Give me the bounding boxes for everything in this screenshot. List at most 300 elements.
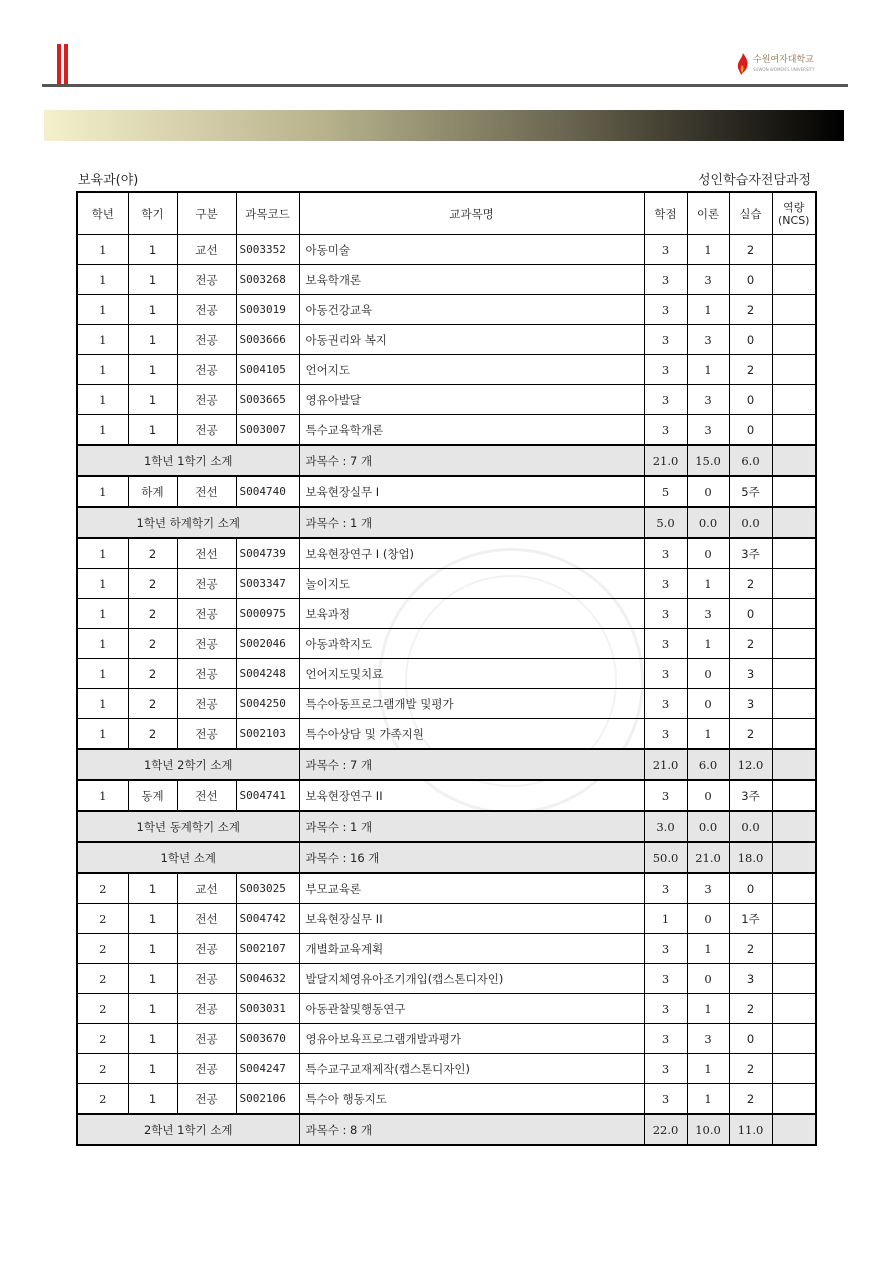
cell-year: 1 bbox=[77, 780, 128, 811]
subtotal-ncs bbox=[772, 507, 816, 538]
cell-theory: 0 bbox=[687, 780, 729, 811]
cell-code: S003670 bbox=[236, 1024, 299, 1054]
subtotal-practice: 0.0 bbox=[729, 811, 772, 842]
cell-name: 아동건강교육 bbox=[299, 295, 644, 325]
cell-year: 1 bbox=[77, 659, 128, 689]
cell-code: S003347 bbox=[236, 569, 299, 599]
department-title: 보육과(야) bbox=[78, 173, 139, 188]
cell-category: 전선 bbox=[177, 904, 236, 934]
cell-code: S003268 bbox=[236, 265, 299, 295]
cell-theory: 0 bbox=[687, 659, 729, 689]
cell-practice: 3 bbox=[729, 689, 772, 719]
cell-code: S004740 bbox=[236, 476, 299, 507]
cell-theory: 1 bbox=[687, 1084, 729, 1115]
cell-credits: 3 bbox=[644, 385, 687, 415]
cell-category: 전공 bbox=[177, 719, 236, 750]
subtotal-credits: 3.0 bbox=[644, 811, 687, 842]
col-header-code: 과목코드 bbox=[236, 192, 299, 235]
cell-practice: 2 bbox=[729, 295, 772, 325]
cell-category: 전공 bbox=[177, 569, 236, 599]
cell-name: 특수교육학개론 bbox=[299, 415, 644, 446]
cell-practice: 3주 bbox=[729, 538, 772, 569]
table-header-row bbox=[77, 192, 816, 235]
cell-ncs bbox=[772, 1024, 816, 1054]
cell-semester: 2 bbox=[128, 629, 177, 659]
cell-category: 전공 bbox=[177, 385, 236, 415]
cell-year: 1 bbox=[77, 689, 128, 719]
cell-category: 전공 bbox=[177, 659, 236, 689]
cell-name: 아동권리와 복지 bbox=[299, 325, 644, 355]
cell-ncs bbox=[772, 994, 816, 1024]
flame-icon bbox=[736, 52, 750, 76]
subtotal-label: 1학년 소계 bbox=[77, 842, 299, 873]
curriculum-table bbox=[76, 191, 817, 1146]
cell-semester: 2 bbox=[128, 599, 177, 629]
cell-code: S003007 bbox=[236, 415, 299, 446]
cell-semester: 2 bbox=[128, 689, 177, 719]
table-row bbox=[77, 904, 816, 934]
cell-name: 보육현장실무 II bbox=[299, 904, 644, 934]
cell-year: 1 bbox=[77, 325, 128, 355]
table-body bbox=[77, 235, 816, 1146]
cell-year: 1 bbox=[77, 235, 128, 265]
cell-ncs bbox=[772, 476, 816, 507]
program-title: 성인학습자전담과정 bbox=[697, 173, 811, 188]
cell-category: 전공 bbox=[177, 415, 236, 446]
cell-semester: 1 bbox=[128, 385, 177, 415]
subtotal-label: 1학년 2학기 소계 bbox=[77, 749, 299, 780]
subtotal-credits: 22.0 bbox=[644, 1114, 687, 1145]
cell-credits: 3 bbox=[644, 689, 687, 719]
cell-practice: 1주 bbox=[729, 904, 772, 934]
subtotal-practice: 6.0 bbox=[729, 445, 772, 476]
subtotal-count: 과목수 : 1 개 bbox=[299, 507, 644, 538]
cell-semester: 1 bbox=[128, 1024, 177, 1054]
col-header-semester: 학기 bbox=[128, 192, 177, 235]
gradient-banner bbox=[44, 110, 844, 141]
cell-credits: 3 bbox=[644, 569, 687, 599]
cell-category: 전선 bbox=[177, 476, 236, 507]
cell-name: 언어지도및치료 bbox=[299, 659, 644, 689]
cell-theory: 3 bbox=[687, 599, 729, 629]
cell-name: 보육현장연구 II bbox=[299, 780, 644, 811]
cell-code: S002106 bbox=[236, 1084, 299, 1115]
subtotal-label: 2학년 1학기 소계 bbox=[77, 1114, 299, 1145]
cell-name: 발달지체영유아조기개입(캡스톤디자인) bbox=[299, 964, 644, 994]
table-row bbox=[77, 719, 816, 750]
cell-year: 2 bbox=[77, 873, 128, 904]
cell-practice: 2 bbox=[729, 719, 772, 750]
subtotal-credits: 21.0 bbox=[644, 749, 687, 780]
cell-ncs bbox=[772, 355, 816, 385]
table-row bbox=[77, 689, 816, 719]
cell-semester: 1 bbox=[128, 235, 177, 265]
table-row bbox=[77, 934, 816, 964]
cell-credits: 3 bbox=[644, 538, 687, 569]
cell-year: 2 bbox=[77, 964, 128, 994]
cell-code: S003666 bbox=[236, 325, 299, 355]
cell-name: 언어지도 bbox=[299, 355, 644, 385]
cell-practice: 0 bbox=[729, 265, 772, 295]
cell-year: 1 bbox=[77, 415, 128, 446]
cell-theory: 1 bbox=[687, 629, 729, 659]
cell-credits: 3 bbox=[644, 325, 687, 355]
table-row bbox=[77, 1024, 816, 1054]
cell-code: S004248 bbox=[236, 659, 299, 689]
cell-name: 보육현장실무 I bbox=[299, 476, 644, 507]
col-header-theory: 이론 bbox=[687, 192, 729, 235]
subtotal-practice: 12.0 bbox=[729, 749, 772, 780]
cell-credits: 5 bbox=[644, 476, 687, 507]
cell-ncs bbox=[772, 385, 816, 415]
red-accent-bar bbox=[64, 44, 68, 84]
cell-theory: 1 bbox=[687, 355, 729, 385]
col-header-practice: 실습 bbox=[729, 192, 772, 235]
cell-ncs bbox=[772, 538, 816, 569]
table-row bbox=[77, 415, 816, 446]
cell-semester: 1 bbox=[128, 1084, 177, 1115]
cell-credits: 3 bbox=[644, 1054, 687, 1084]
cell-credits: 1 bbox=[644, 904, 687, 934]
cell-ncs bbox=[772, 659, 816, 689]
cell-code: S003031 bbox=[236, 994, 299, 1024]
col-header-ncs: 역량 (NCS) bbox=[772, 192, 816, 235]
cell-practice: 2 bbox=[729, 1054, 772, 1084]
table-row bbox=[77, 994, 816, 1024]
cell-credits: 3 bbox=[644, 415, 687, 446]
cell-credits: 3 bbox=[644, 659, 687, 689]
cell-year: 1 bbox=[77, 538, 128, 569]
cell-theory: 0 bbox=[687, 538, 729, 569]
cell-category: 전공 bbox=[177, 295, 236, 325]
cell-credits: 3 bbox=[644, 235, 687, 265]
cell-code: S000975 bbox=[236, 599, 299, 629]
table-row bbox=[77, 295, 816, 325]
subtotal-credits: 21.0 bbox=[644, 445, 687, 476]
cell-theory: 1 bbox=[687, 1054, 729, 1084]
cell-ncs bbox=[772, 904, 816, 934]
cell-credits: 3 bbox=[644, 1024, 687, 1054]
cell-theory: 1 bbox=[687, 295, 729, 325]
table-row bbox=[77, 569, 816, 599]
subtotal-label: 1학년 1학기 소계 bbox=[77, 445, 299, 476]
cell-practice: 0 bbox=[729, 415, 772, 446]
cell-name: 특수교구교재제작(캡스톤디자인) bbox=[299, 1054, 644, 1084]
cell-year: 1 bbox=[77, 599, 128, 629]
subtotal-theory: 0.0 bbox=[687, 507, 729, 538]
cell-credits: 3 bbox=[644, 994, 687, 1024]
table-row bbox=[77, 538, 816, 569]
cell-credits: 3 bbox=[644, 719, 687, 750]
cell-theory: 3 bbox=[687, 873, 729, 904]
subtotal-practice: 11.0 bbox=[729, 1114, 772, 1145]
cell-year: 1 bbox=[77, 629, 128, 659]
cell-code: S004632 bbox=[236, 964, 299, 994]
cell-year: 1 bbox=[77, 265, 128, 295]
cell-year: 1 bbox=[77, 295, 128, 325]
cell-code: S004250 bbox=[236, 689, 299, 719]
cell-name: 보육학개론 bbox=[299, 265, 644, 295]
cell-semester: 1 bbox=[128, 934, 177, 964]
table-row bbox=[77, 964, 816, 994]
cell-semester: 2 bbox=[128, 659, 177, 689]
cell-category: 전선 bbox=[177, 780, 236, 811]
cell-practice: 0 bbox=[729, 873, 772, 904]
cell-ncs bbox=[772, 964, 816, 994]
cell-semester: 1 bbox=[128, 325, 177, 355]
subtotal-row bbox=[77, 749, 816, 780]
cell-theory: 1 bbox=[687, 569, 729, 599]
col-header-name: 교과목명 bbox=[299, 192, 644, 235]
subtotal-row bbox=[77, 1114, 816, 1145]
cell-practice: 2 bbox=[729, 994, 772, 1024]
cell-theory: 1 bbox=[687, 235, 729, 265]
cell-name: 특수아 행동지도 bbox=[299, 1084, 644, 1115]
cell-name: 영유아발달 bbox=[299, 385, 644, 415]
table-row bbox=[77, 355, 816, 385]
cell-category: 전공 bbox=[177, 629, 236, 659]
table-row bbox=[77, 265, 816, 295]
subtotal-ncs bbox=[772, 445, 816, 476]
col-header-credits: 학점 bbox=[644, 192, 687, 235]
cell-semester: 2 bbox=[128, 538, 177, 569]
cell-semester: 1 bbox=[128, 295, 177, 325]
cell-category: 전공 bbox=[177, 1084, 236, 1115]
cell-category: 전공 bbox=[177, 964, 236, 994]
table-row bbox=[77, 325, 816, 355]
subtotal-count: 과목수 : 7 개 bbox=[299, 749, 644, 780]
cell-semester: 동계 bbox=[128, 780, 177, 811]
university-logo bbox=[736, 52, 815, 76]
cell-code: S004741 bbox=[236, 780, 299, 811]
cell-credits: 3 bbox=[644, 964, 687, 994]
cell-year: 1 bbox=[77, 719, 128, 750]
cell-year: 2 bbox=[77, 1024, 128, 1054]
cell-credits: 3 bbox=[644, 629, 687, 659]
table-row bbox=[77, 873, 816, 904]
table-row bbox=[77, 476, 816, 507]
cell-code: S003352 bbox=[236, 235, 299, 265]
cell-semester: 1 bbox=[128, 873, 177, 904]
table-row bbox=[77, 1084, 816, 1115]
cell-practice: 2 bbox=[729, 1084, 772, 1115]
cell-semester: 1 bbox=[128, 904, 177, 934]
cell-ncs bbox=[772, 265, 816, 295]
subtotal-ncs bbox=[772, 811, 816, 842]
subtotal-ncs bbox=[772, 749, 816, 780]
subtotal-label: 1학년 동계학기 소계 bbox=[77, 811, 299, 842]
cell-theory: 0 bbox=[687, 964, 729, 994]
cell-semester: 1 bbox=[128, 1054, 177, 1084]
cell-year: 1 bbox=[77, 476, 128, 507]
cell-semester: 2 bbox=[128, 719, 177, 750]
cell-practice: 5주 bbox=[729, 476, 772, 507]
cell-credits: 3 bbox=[644, 295, 687, 325]
cell-ncs bbox=[772, 325, 816, 355]
cell-ncs bbox=[772, 415, 816, 446]
logo-subtext: SUWON WOMEN'S UNIVERSITY bbox=[753, 67, 815, 72]
subtotal-theory: 6.0 bbox=[687, 749, 729, 780]
cell-practice: 2 bbox=[729, 235, 772, 265]
cell-name: 아동관찰및행동연구 bbox=[299, 994, 644, 1024]
cell-code: S004742 bbox=[236, 904, 299, 934]
cell-practice: 3 bbox=[729, 659, 772, 689]
table-row bbox=[77, 599, 816, 629]
cell-semester: 하계 bbox=[128, 476, 177, 507]
subtotal-count: 과목수 : 7 개 bbox=[299, 445, 644, 476]
subtotal-credits: 5.0 bbox=[644, 507, 687, 538]
subtotal-theory: 21.0 bbox=[687, 842, 729, 873]
cell-practice: 3 bbox=[729, 964, 772, 994]
cell-theory: 1 bbox=[687, 719, 729, 750]
cell-name: 놀이지도 bbox=[299, 569, 644, 599]
table-row bbox=[77, 780, 816, 811]
cell-category: 교선 bbox=[177, 873, 236, 904]
cell-semester: 1 bbox=[128, 994, 177, 1024]
cell-category: 교선 bbox=[177, 235, 236, 265]
cell-practice: 0 bbox=[729, 385, 772, 415]
cell-year: 1 bbox=[77, 355, 128, 385]
cell-credits: 3 bbox=[644, 599, 687, 629]
cell-practice: 2 bbox=[729, 355, 772, 385]
cell-name: 특수아상담 및 가족지원 bbox=[299, 719, 644, 750]
cell-semester: 1 bbox=[128, 355, 177, 385]
cell-year: 2 bbox=[77, 904, 128, 934]
cell-ncs bbox=[772, 719, 816, 750]
cell-theory: 3 bbox=[687, 265, 729, 295]
cell-ncs bbox=[772, 295, 816, 325]
subtotal-practice: 18.0 bbox=[729, 842, 772, 873]
logo-text: 수원여자대학교 bbox=[753, 55, 814, 65]
cell-ncs bbox=[772, 873, 816, 904]
cell-theory: 1 bbox=[687, 934, 729, 964]
subtotal-count: 과목수 : 16 개 bbox=[299, 842, 644, 873]
table-row bbox=[77, 659, 816, 689]
cell-theory: 0 bbox=[687, 476, 729, 507]
cell-year: 2 bbox=[77, 1054, 128, 1084]
subtotal-row bbox=[77, 507, 816, 538]
cell-practice: 2 bbox=[729, 934, 772, 964]
cell-category: 전선 bbox=[177, 538, 236, 569]
subtotal-ncs bbox=[772, 1114, 816, 1145]
cell-code: S002046 bbox=[236, 629, 299, 659]
cell-category: 전공 bbox=[177, 1024, 236, 1054]
cell-name: 개별화교육계획 bbox=[299, 934, 644, 964]
cell-theory: 3 bbox=[687, 415, 729, 446]
cell-code: S004247 bbox=[236, 1054, 299, 1084]
cell-credits: 3 bbox=[644, 355, 687, 385]
subtotal-theory: 0.0 bbox=[687, 811, 729, 842]
cell-category: 전공 bbox=[177, 265, 236, 295]
subtotal-row bbox=[77, 842, 816, 873]
col-header-category: 구분 bbox=[177, 192, 236, 235]
cell-category: 전공 bbox=[177, 934, 236, 964]
cell-theory: 3 bbox=[687, 385, 729, 415]
header-rule bbox=[42, 84, 848, 87]
cell-practice: 0 bbox=[729, 1024, 772, 1054]
cell-code: S003665 bbox=[236, 385, 299, 415]
subtotal-label: 1학년 하계학기 소계 bbox=[77, 507, 299, 538]
cell-code: S003019 bbox=[236, 295, 299, 325]
cell-code: S002107 bbox=[236, 934, 299, 964]
subtotal-credits: 50.0 bbox=[644, 842, 687, 873]
subtotal-practice: 0.0 bbox=[729, 507, 772, 538]
cell-credits: 3 bbox=[644, 873, 687, 904]
cell-theory: 1 bbox=[687, 994, 729, 1024]
cell-theory: 0 bbox=[687, 689, 729, 719]
cell-category: 전공 bbox=[177, 599, 236, 629]
table-row bbox=[77, 385, 816, 415]
cell-code: S002103 bbox=[236, 719, 299, 750]
cell-category: 전공 bbox=[177, 1054, 236, 1084]
cell-name: 아동과학지도 bbox=[299, 629, 644, 659]
cell-year: 1 bbox=[77, 385, 128, 415]
subtotal-theory: 10.0 bbox=[687, 1114, 729, 1145]
cell-ncs bbox=[772, 599, 816, 629]
cell-name: 보육과정 bbox=[299, 599, 644, 629]
cell-category: 전공 bbox=[177, 325, 236, 355]
cell-code: S004739 bbox=[236, 538, 299, 569]
cell-category: 전공 bbox=[177, 355, 236, 385]
cell-ncs bbox=[772, 569, 816, 599]
cell-semester: 1 bbox=[128, 415, 177, 446]
cell-name: 아동미술 bbox=[299, 235, 644, 265]
cell-name: 영유아보육프로그램개발과평가 bbox=[299, 1024, 644, 1054]
subtotal-ncs bbox=[772, 842, 816, 873]
cell-code: S004105 bbox=[236, 355, 299, 385]
cell-ncs bbox=[772, 689, 816, 719]
cell-ncs bbox=[772, 780, 816, 811]
cell-semester: 1 bbox=[128, 964, 177, 994]
cell-credits: 3 bbox=[644, 934, 687, 964]
cell-year: 1 bbox=[77, 569, 128, 599]
cell-year: 2 bbox=[77, 994, 128, 1024]
cell-theory: 3 bbox=[687, 1024, 729, 1054]
cell-semester: 2 bbox=[128, 569, 177, 599]
cell-ncs bbox=[772, 1084, 816, 1115]
cell-ncs bbox=[772, 235, 816, 265]
table-row bbox=[77, 1054, 816, 1084]
cell-practice: 3주 bbox=[729, 780, 772, 811]
table-row bbox=[77, 235, 816, 265]
cell-credits: 3 bbox=[644, 780, 687, 811]
red-accent-bar bbox=[57, 44, 61, 84]
cell-credits: 3 bbox=[644, 1084, 687, 1115]
cell-theory: 0 bbox=[687, 904, 729, 934]
cell-name: 특수아동프로그램개발 및평가 bbox=[299, 689, 644, 719]
cell-year: 2 bbox=[77, 934, 128, 964]
col-header-year: 학년 bbox=[77, 192, 128, 235]
subtotal-row bbox=[77, 811, 816, 842]
table-row bbox=[77, 629, 816, 659]
cell-category: 전공 bbox=[177, 689, 236, 719]
subtotal-count: 과목수 : 8 개 bbox=[299, 1114, 644, 1145]
cell-practice: 0 bbox=[729, 599, 772, 629]
cell-semester: 1 bbox=[128, 265, 177, 295]
subtotal-count: 과목수 : 1 개 bbox=[299, 811, 644, 842]
cell-name: 부모교육론 bbox=[299, 873, 644, 904]
cell-practice: 0 bbox=[729, 325, 772, 355]
cell-category: 전공 bbox=[177, 994, 236, 1024]
cell-practice: 2 bbox=[729, 629, 772, 659]
cell-ncs bbox=[772, 934, 816, 964]
cell-credits: 3 bbox=[644, 265, 687, 295]
cell-code: S003025 bbox=[236, 873, 299, 904]
cell-practice: 2 bbox=[729, 569, 772, 599]
cell-theory: 3 bbox=[687, 325, 729, 355]
cell-name: 보육현장연구 I (창업) bbox=[299, 538, 644, 569]
cell-year: 2 bbox=[77, 1084, 128, 1115]
